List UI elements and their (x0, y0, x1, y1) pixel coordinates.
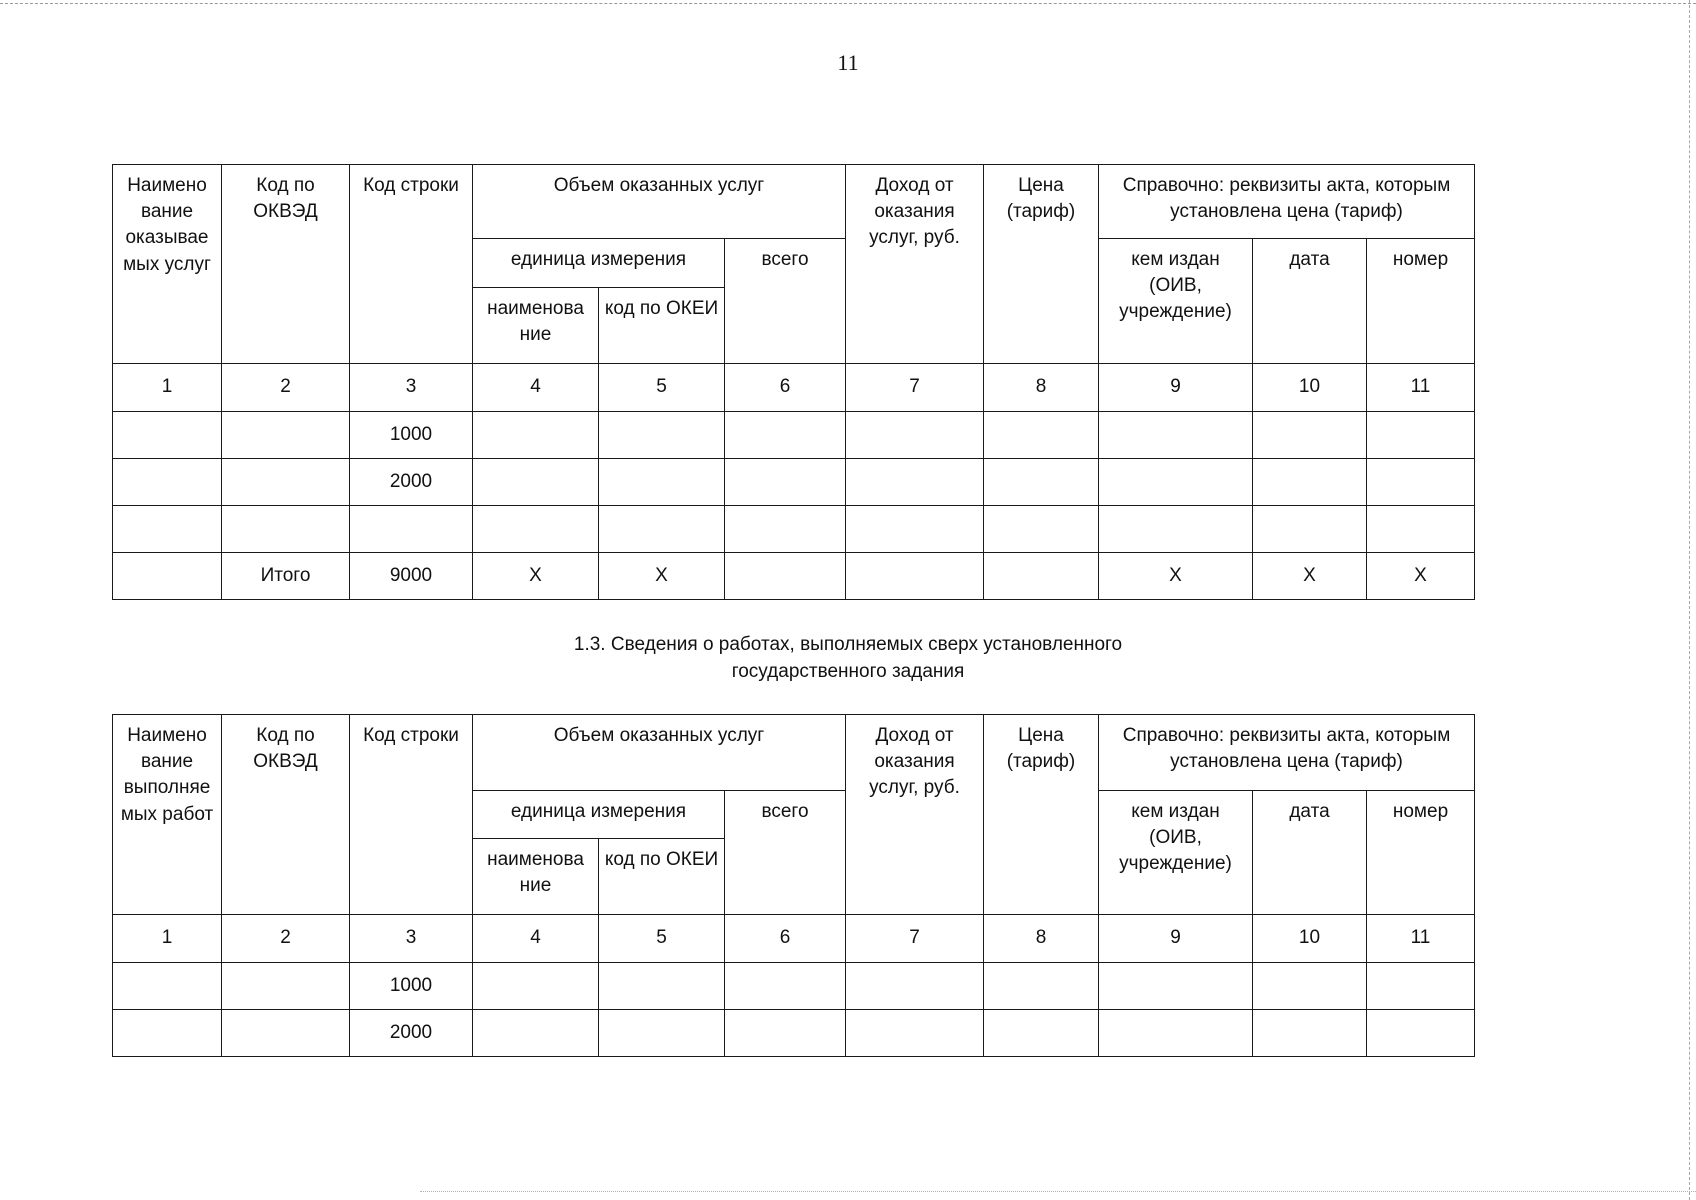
header-services-volume: Объем оказанных услуг (473, 165, 846, 239)
section-title-line: 1.3. Сведения о работах, выполняемых сверх установленного (573, 634, 1123, 655)
table-cell (473, 506, 599, 553)
column-number: 10 (1253, 364, 1367, 412)
header-number: номер (1367, 239, 1475, 364)
column-number: 7 (846, 364, 984, 412)
table-cell (1099, 459, 1253, 506)
table-cell (222, 459, 350, 506)
table-cell (725, 1010, 846, 1057)
table-cell (725, 459, 846, 506)
table-cell (725, 412, 846, 459)
column-number: 9 (1099, 364, 1253, 412)
header-okei-code: код по ОКЕИ (599, 288, 725, 364)
header-issued-by: кем издан (ОИВ, учреждение) (1099, 791, 1253, 915)
table-cell: 2000 (350, 1010, 473, 1057)
header-okved-code: Код по ОКВЭД (222, 715, 350, 915)
table-cell (599, 506, 725, 553)
table-cell (846, 1010, 984, 1057)
column-numbers-row (113, 364, 1475, 412)
header-row-code: Код строки (350, 165, 473, 364)
table-cell: 9000 (350, 553, 473, 600)
header-total: всего (725, 239, 846, 364)
table-row (113, 1010, 1475, 1057)
table-cell (1099, 506, 1253, 553)
column-number: 7 (846, 915, 984, 963)
table-cell (846, 553, 984, 600)
services-table (112, 164, 1475, 600)
table-cell (113, 506, 222, 553)
header-price: Цена (тариф) (984, 715, 1099, 915)
column-number: 1 (113, 915, 222, 963)
header-okved-code: Код по ОКВЭД (222, 165, 350, 364)
header-income: Доход от оказания услуг, руб. (846, 165, 984, 364)
table-cell (984, 553, 1099, 600)
column-number: 10 (1253, 915, 1367, 963)
header-income: Доход от оказания услуг, руб. (846, 715, 984, 915)
table-cell (113, 553, 222, 600)
column-number: 1 (113, 364, 222, 412)
column-number: 2 (222, 915, 350, 963)
column-number: 6 (725, 915, 846, 963)
x-mark: Х (1367, 553, 1475, 600)
header-date: дата (1253, 791, 1367, 915)
table-cell (984, 459, 1099, 506)
section-title (0, 632, 1696, 686)
header-reference: Справочно: реквизиты акта, которым установлена цена (тариф) (1099, 165, 1475, 239)
table-cell: 1000 (350, 412, 473, 459)
table-cell (599, 1010, 725, 1057)
table-cell: 1000 (350, 963, 473, 1010)
table-cell (1367, 1010, 1475, 1057)
table-cell (984, 506, 1099, 553)
table-cell (846, 412, 984, 459)
table-cell (1099, 1010, 1253, 1057)
column-number: 4 (473, 364, 599, 412)
column-number: 3 (350, 915, 473, 963)
table-cell (222, 506, 350, 553)
table-cell (113, 963, 222, 1010)
table-cell (1253, 459, 1367, 506)
header-date: дата (1253, 239, 1367, 364)
table-cell (599, 412, 725, 459)
scan-edge-top (0, 3, 1696, 4)
column-number: 9 (1099, 915, 1253, 963)
header-service-name: Наимено вание оказывае мых услуг (113, 165, 222, 364)
table-cell (984, 1010, 1099, 1057)
table-cell (599, 459, 725, 506)
header-unit-name: наименова ние (473, 839, 599, 915)
table-cell (473, 1010, 599, 1057)
scan-edge-right (1689, 0, 1690, 1200)
column-number: 3 (350, 364, 473, 412)
table-cell (222, 412, 350, 459)
table-cell (1367, 963, 1475, 1010)
table-cell (1367, 506, 1475, 553)
table-cell: 2000 (350, 459, 473, 506)
header-price: Цена (тариф) (984, 165, 1099, 364)
header-total: всего (725, 791, 846, 915)
table-row (113, 963, 1475, 1010)
table-cell (1367, 412, 1475, 459)
works-table (112, 714, 1475, 1057)
table-cell (1253, 506, 1367, 553)
header-number: номер (1367, 791, 1475, 915)
table-cell (725, 963, 846, 1010)
table-cell (1253, 412, 1367, 459)
header-unit: единица измерения (473, 239, 725, 288)
table-cell (113, 1010, 222, 1057)
total-label: Итого (222, 553, 350, 600)
x-mark: Х (473, 553, 599, 600)
table-cell (984, 412, 1099, 459)
table-cell (846, 963, 984, 1010)
column-number: 5 (599, 364, 725, 412)
table-cell (113, 459, 222, 506)
table-cell (1099, 412, 1253, 459)
table-cell (1099, 963, 1253, 1010)
column-number: 2 (222, 364, 350, 412)
header-unit-name: наименова ние (473, 288, 599, 364)
section-title-line: государственного задания (731, 660, 965, 682)
table-cell (1253, 1010, 1367, 1057)
table-row (113, 459, 1475, 506)
x-mark: Х (599, 553, 725, 600)
table-cell (473, 459, 599, 506)
column-number: 8 (984, 364, 1099, 412)
header-unit: единица измерения (473, 791, 725, 839)
table-cell (1253, 963, 1367, 1010)
table-cell (984, 963, 1099, 1010)
table-cell (222, 1010, 350, 1057)
column-number: 11 (1367, 364, 1475, 412)
column-number: 6 (725, 364, 846, 412)
total-row (113, 553, 1475, 600)
scan-edge-bottom (420, 1191, 1696, 1192)
x-mark: Х (1099, 553, 1253, 600)
column-number: 4 (473, 915, 599, 963)
column-number: 11 (1367, 915, 1475, 963)
column-numbers-row (113, 915, 1475, 963)
table-row (113, 412, 1475, 459)
header-okei-code: код по ОКЕИ (599, 839, 725, 915)
table-cell (725, 553, 846, 600)
header-row-code: Код строки (350, 715, 473, 915)
table-cell (725, 506, 846, 553)
table-cell (599, 963, 725, 1010)
table-cell (1367, 459, 1475, 506)
table-cell (350, 506, 473, 553)
column-number: 5 (599, 915, 725, 963)
header-services-volume: Объем оказанных услуг (473, 715, 846, 791)
table-cell (113, 412, 222, 459)
table-cell (846, 506, 984, 553)
table-row (113, 506, 1475, 553)
header-issued-by: кем издан (ОИВ, учреждение) (1099, 239, 1253, 364)
table-cell (473, 412, 599, 459)
header-reference: Справочно: реквизиты акта, которым установлена цена (тариф) (1099, 715, 1475, 791)
table-cell (846, 459, 984, 506)
page-number: 11 (837, 50, 859, 75)
column-number: 8 (984, 915, 1099, 963)
table-cell (222, 963, 350, 1010)
x-mark: Х (1253, 553, 1367, 600)
header-work-name: Наимено вание выполняе мых работ (113, 715, 222, 915)
table-cell (473, 963, 599, 1010)
